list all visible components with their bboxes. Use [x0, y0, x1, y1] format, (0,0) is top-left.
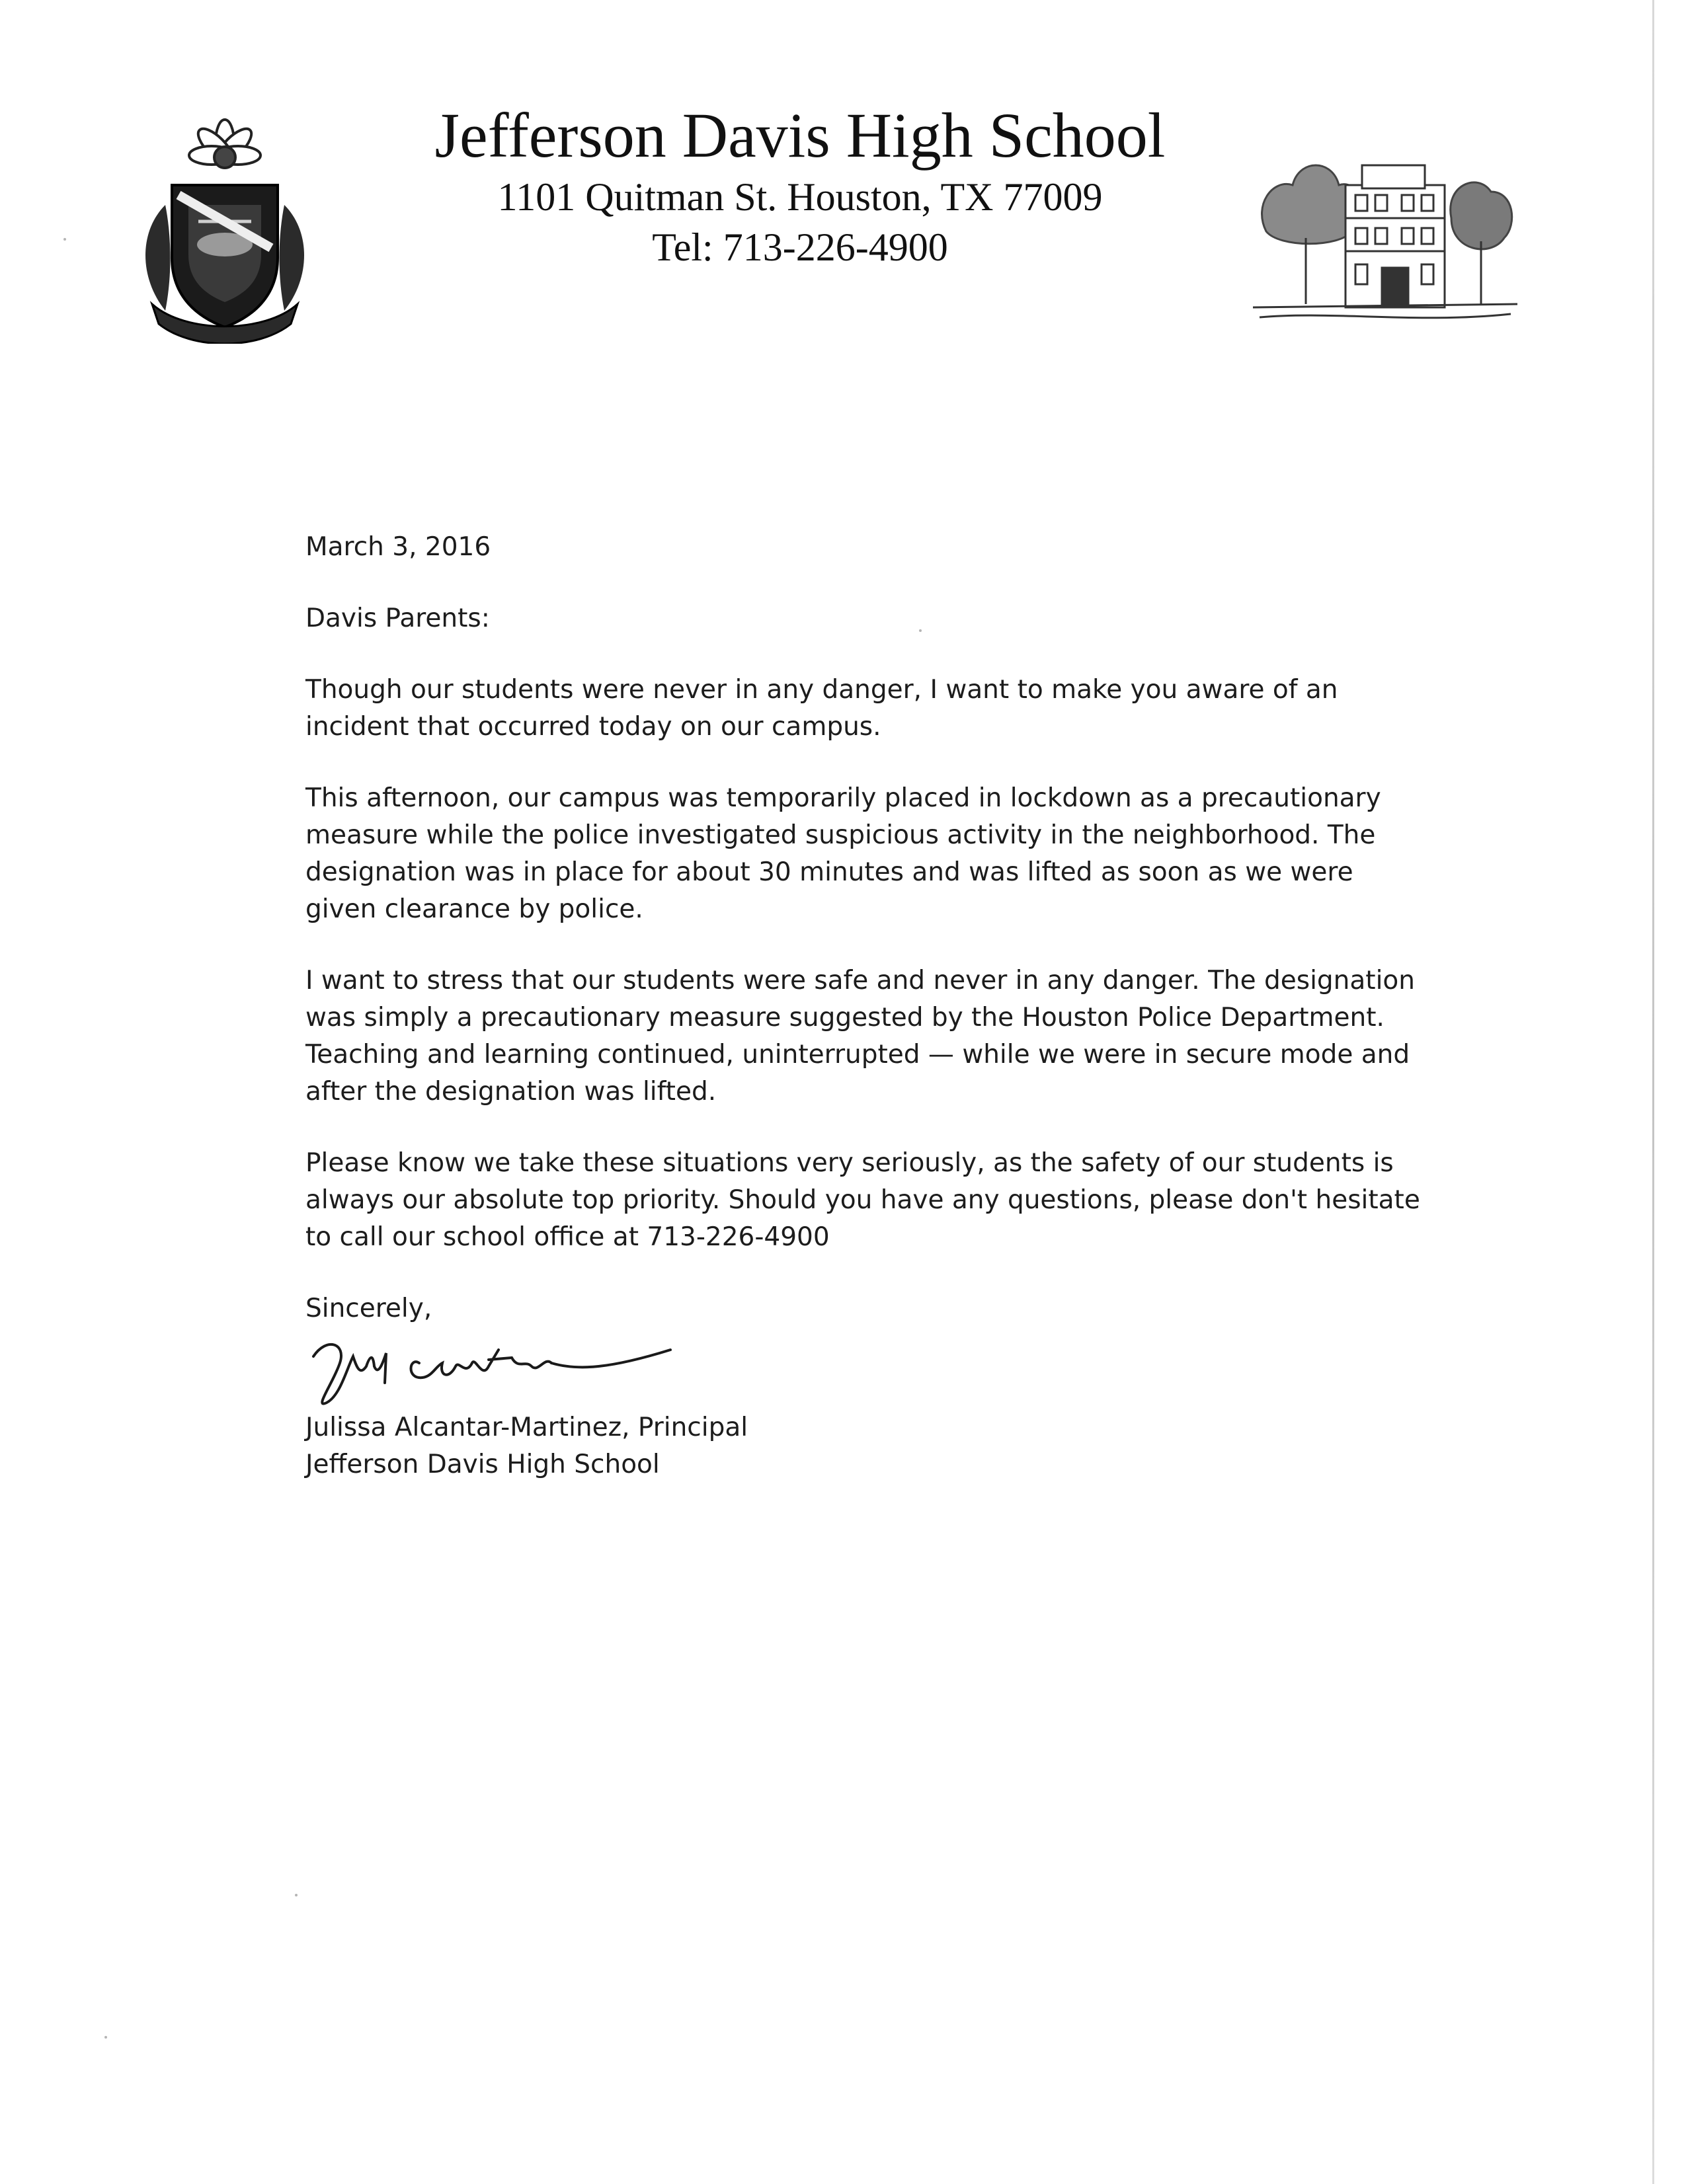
school-crest-logo — [126, 106, 311, 344]
crest-flower-icon — [189, 120, 261, 169]
school-phone: Tel: 713-226-4900 — [652, 225, 948, 269]
letter-paragraph: I want to stress that our students were safe and never in any danger. The designation was simply a precautionary measure suggested by the Houston Police Department. Teaching and learning continued, uninterrupted — while we were in secure mode and after the designation was lifted. — [305, 966, 1415, 1107]
signer-name: Julissa Alcantar-Martinez, Principal — [305, 1413, 748, 1442]
scan-speck — [104, 2036, 107, 2039]
school-building-illustration — [1253, 106, 1517, 337]
letter-salutation: Davis Parents: — [305, 604, 490, 633]
letter-body — [305, 529, 1429, 1483]
letter-closing: Sincerely, — [305, 1294, 432, 1323]
handwritten-signature — [300, 1330, 684, 1409]
signer-school: Jefferson Davis High School — [305, 1450, 660, 1479]
scan-speck — [63, 238, 66, 241]
letter-paragraph: Though our students were never in any danger, I want to make you aware of an incident that occurred today on our campus. — [305, 675, 1338, 742]
letterhead — [370, 99, 1230, 272]
letter-paragraph: Please know we take these situations very seriously, as the safety of our students is always our absolute top priority. Should you have any questions, please don't hesitate to call our school office at 713-226-4900 — [305, 1148, 1420, 1252]
scan-speck — [295, 1894, 298, 1896]
school-address: 1101 Quitman St. Houston, TX 77009 — [497, 175, 1103, 219]
letter-paragraph: This afternoon, our campus was temporarily placed in lockdown as a precautionary measure while the police investigated suspicious activity in the neighborhood. The designation was in place for about 30 minutes and was lifted as soon as we were given clearance by police. — [305, 783, 1381, 924]
school-name: Jefferson Davis High School — [434, 100, 1166, 171]
page-edge — [1652, 0, 1654, 2184]
letter-date: March 3, 2016 — [305, 532, 491, 562]
